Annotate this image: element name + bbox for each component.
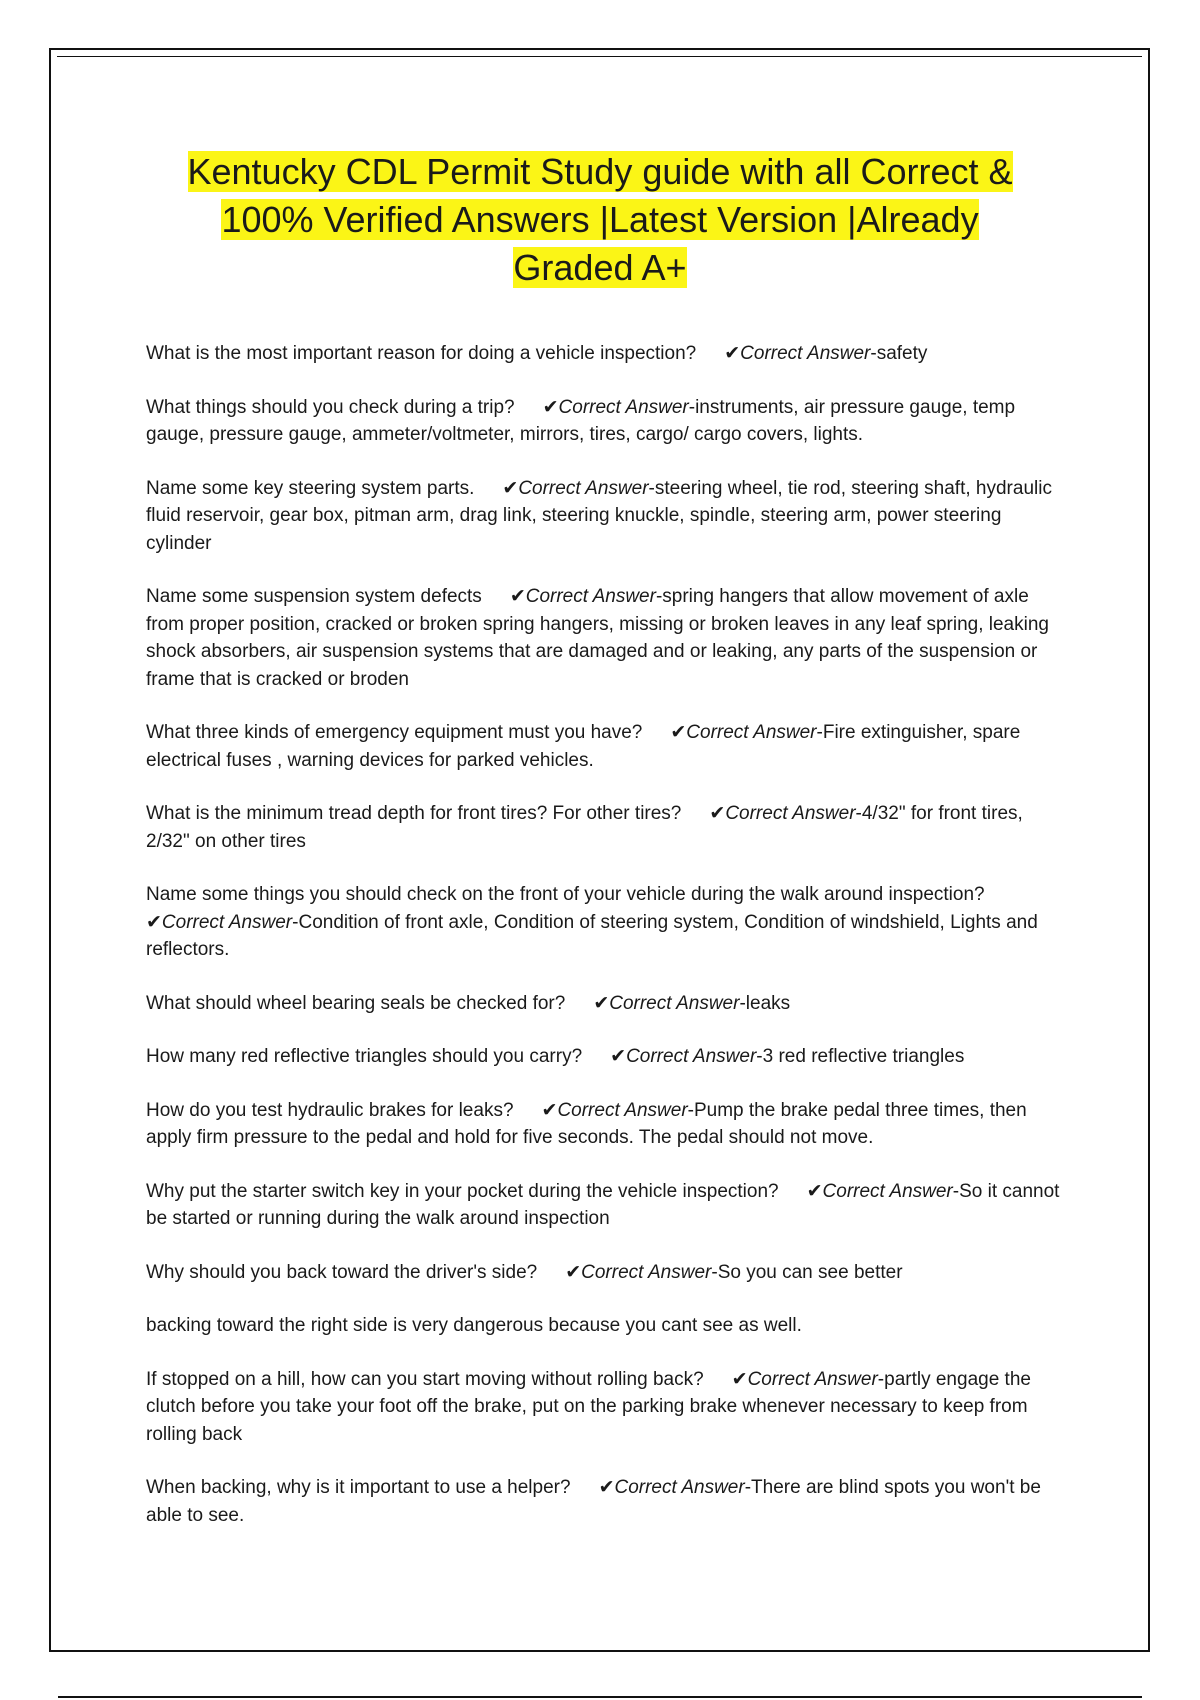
answer: partly engage the clutch before you take your foot off the brake, put on the parking brake whenever necessary to keep from rolling back — [146, 1368, 1031, 1445]
question: What is the most important reason for doing a vehicle inspection? — [146, 343, 697, 364]
checkmark-icon: ✔ — [541, 1099, 558, 1121]
answer: Fire extinguisher, spare electrical fuses , warning devices for parked vehicles. — [146, 722, 1021, 771]
question: Name some suspension system defects — [146, 586, 482, 607]
question: Name some things you should check on the front of your vehicle during the walk around inspection? — [146, 884, 985, 905]
checkmark-icon: ✔ — [724, 343, 741, 364]
answer-label: Correct Answer — [525, 586, 656, 607]
answer: leaks — [745, 992, 791, 1014]
answer-separator: - — [292, 911, 299, 933]
answer-separator: - — [756, 1046, 763, 1067]
checkmark-icon: ✔ — [509, 586, 526, 607]
checkmark-icon: ✔ — [146, 911, 162, 933]
question: What things should you check during a trip? — [146, 396, 515, 418]
answer: So you can see better — [717, 1261, 903, 1283]
page-top-rule — [57, 56, 1142, 57]
answer-label: Correct Answer — [518, 477, 649, 499]
question: If stopped on a hill, how can you start moving without rolling back? — [146, 1368, 704, 1390]
answer: 3 red reflective triangles — [762, 1046, 965, 1067]
answer-separator: - — [739, 992, 746, 1014]
qa-item — [146, 1097, 1066, 1152]
answer-separator: - — [816, 722, 823, 743]
answer-separator: - — [711, 1261, 718, 1283]
checkmark-icon: ✔ — [593, 992, 610, 1014]
answer: 4/32" for front tires, 2/32" on other tires — [146, 803, 1023, 852]
answer-label: Correct Answer — [822, 1180, 953, 1202]
next-page-top-rule — [58, 1696, 1142, 1698]
qa-item — [146, 990, 1066, 1018]
answer-label: Correct Answer — [557, 1099, 688, 1121]
answer-separator: - — [855, 803, 862, 824]
qa-item — [146, 881, 1066, 964]
answer: So it cannot be started or running during the walk around inspection — [146, 1180, 1060, 1229]
qa-item — [146, 1043, 1066, 1071]
qa-item — [146, 800, 1066, 855]
qa-item — [146, 719, 1066, 774]
answer-label: Correct Answer — [686, 722, 817, 743]
answer-label: Correct Answer — [609, 992, 740, 1014]
answer-separator: - — [744, 1477, 752, 1498]
qa-item — [146, 1178, 1066, 1233]
question: What should wheel bearing seals be checked for? — [146, 992, 566, 1014]
answer-label: Correct Answer — [725, 803, 856, 824]
answer-separator: - — [877, 1368, 885, 1390]
qa-item — [146, 475, 1066, 558]
checkmark-icon: ✔ — [670, 722, 687, 743]
answer-separator: - — [952, 1180, 960, 1202]
qa-list — [146, 340, 1066, 1555]
question: How many red reflective triangles should you carry? — [146, 1046, 583, 1067]
question: How do you test hydraulic brakes for leaks? — [146, 1099, 514, 1121]
checkmark-icon: ✔ — [806, 1180, 823, 1202]
checkmark-icon: ✔ — [709, 803, 726, 824]
answer-label: Correct Answer — [614, 1477, 745, 1498]
answer: Condition of front axle, Condition of steering system, Condition of windshield, Lights and reflectors. — [146, 911, 1038, 960]
answer: steering wheel, tie rod, steering shaft, hydraulic fluid reservoir, gear box, pitman arm, drag link, steering knuckle, spindle, steering arm, power steering cylinder — [146, 477, 1052, 554]
answer: instruments, air pressure gauge, temp gauge, pressure gauge, ammeter/voltmeter, mirrors, tires, cargo/ cargo covers, lights. — [146, 396, 1016, 445]
question: Why put the starter switch key in your pocket during the vehicle inspection? — [146, 1180, 779, 1202]
question: What is the minimum tread depth for front tires? For other tires? — [146, 803, 682, 824]
answer-label: Correct Answer — [626, 1046, 757, 1067]
question: Name some key steering system parts. — [146, 477, 475, 499]
checkmark-icon: ✔ — [542, 396, 559, 418]
note-paragraph — [146, 1312, 1066, 1340]
qa-item — [146, 1474, 1066, 1529]
answer-label: Correct Answer — [558, 396, 689, 418]
checkmark-icon: ✔ — [610, 1046, 627, 1067]
answer: Pump the brake pedal three times, then apply firm pressure to the pedal and hold for five seconds. The pedal should not move. — [146, 1099, 1027, 1148]
answer-separator: - — [648, 477, 655, 499]
qa-item — [146, 1259, 1066, 1287]
answer: spring hangers that allow movement of axle from proper position, cracked or broken spring hangers, missing or broken leaves in any leaf spring, leaking shock absorbers, air suspension systems that are damaged and or leaking, any parts of the suspension or frame that is cracked or broden — [146, 586, 1049, 690]
question: When backing, why is it important to use a helper? — [146, 1477, 571, 1498]
qa-item — [146, 340, 1066, 368]
checkmark-icon: ✔ — [598, 1477, 615, 1498]
answer-separator: - — [688, 396, 696, 418]
document-title — [130, 148, 1070, 292]
title-line-2: 100% Verified Answers |Latest Version |Already — [221, 199, 979, 240]
question: Why should you back toward the driver's side? — [146, 1261, 538, 1283]
answer-separator: - — [655, 586, 663, 607]
answer: There are blind spots you won't be able to see. — [146, 1477, 1041, 1526]
title-line-1: Kentucky CDL Permit Study guide with all Correct & — [187, 151, 1013, 192]
answer-label: Correct Answer — [581, 1261, 712, 1283]
qa-item — [146, 394, 1066, 449]
answer-label: Correct Answer — [740, 343, 871, 364]
checkmark-icon: ✔ — [565, 1261, 582, 1283]
note-text: backing toward the right side is very dangerous because you cant see as well. — [146, 1315, 802, 1336]
qa-item — [146, 1366, 1066, 1449]
answer-label: Correct Answer — [161, 911, 293, 933]
answer-label: Correct Answer — [747, 1368, 878, 1390]
checkmark-icon: ✔ — [731, 1368, 748, 1390]
qa-item — [146, 583, 1066, 693]
question: What three kinds of emergency equipment must you have? — [146, 722, 643, 743]
checkmark-icon: ✔ — [502, 477, 519, 499]
title-line-3: Graded A+ — [513, 247, 687, 288]
answer: safety — [876, 343, 928, 364]
answer-separator: - — [687, 1099, 694, 1121]
answer-separator: - — [870, 343, 877, 364]
